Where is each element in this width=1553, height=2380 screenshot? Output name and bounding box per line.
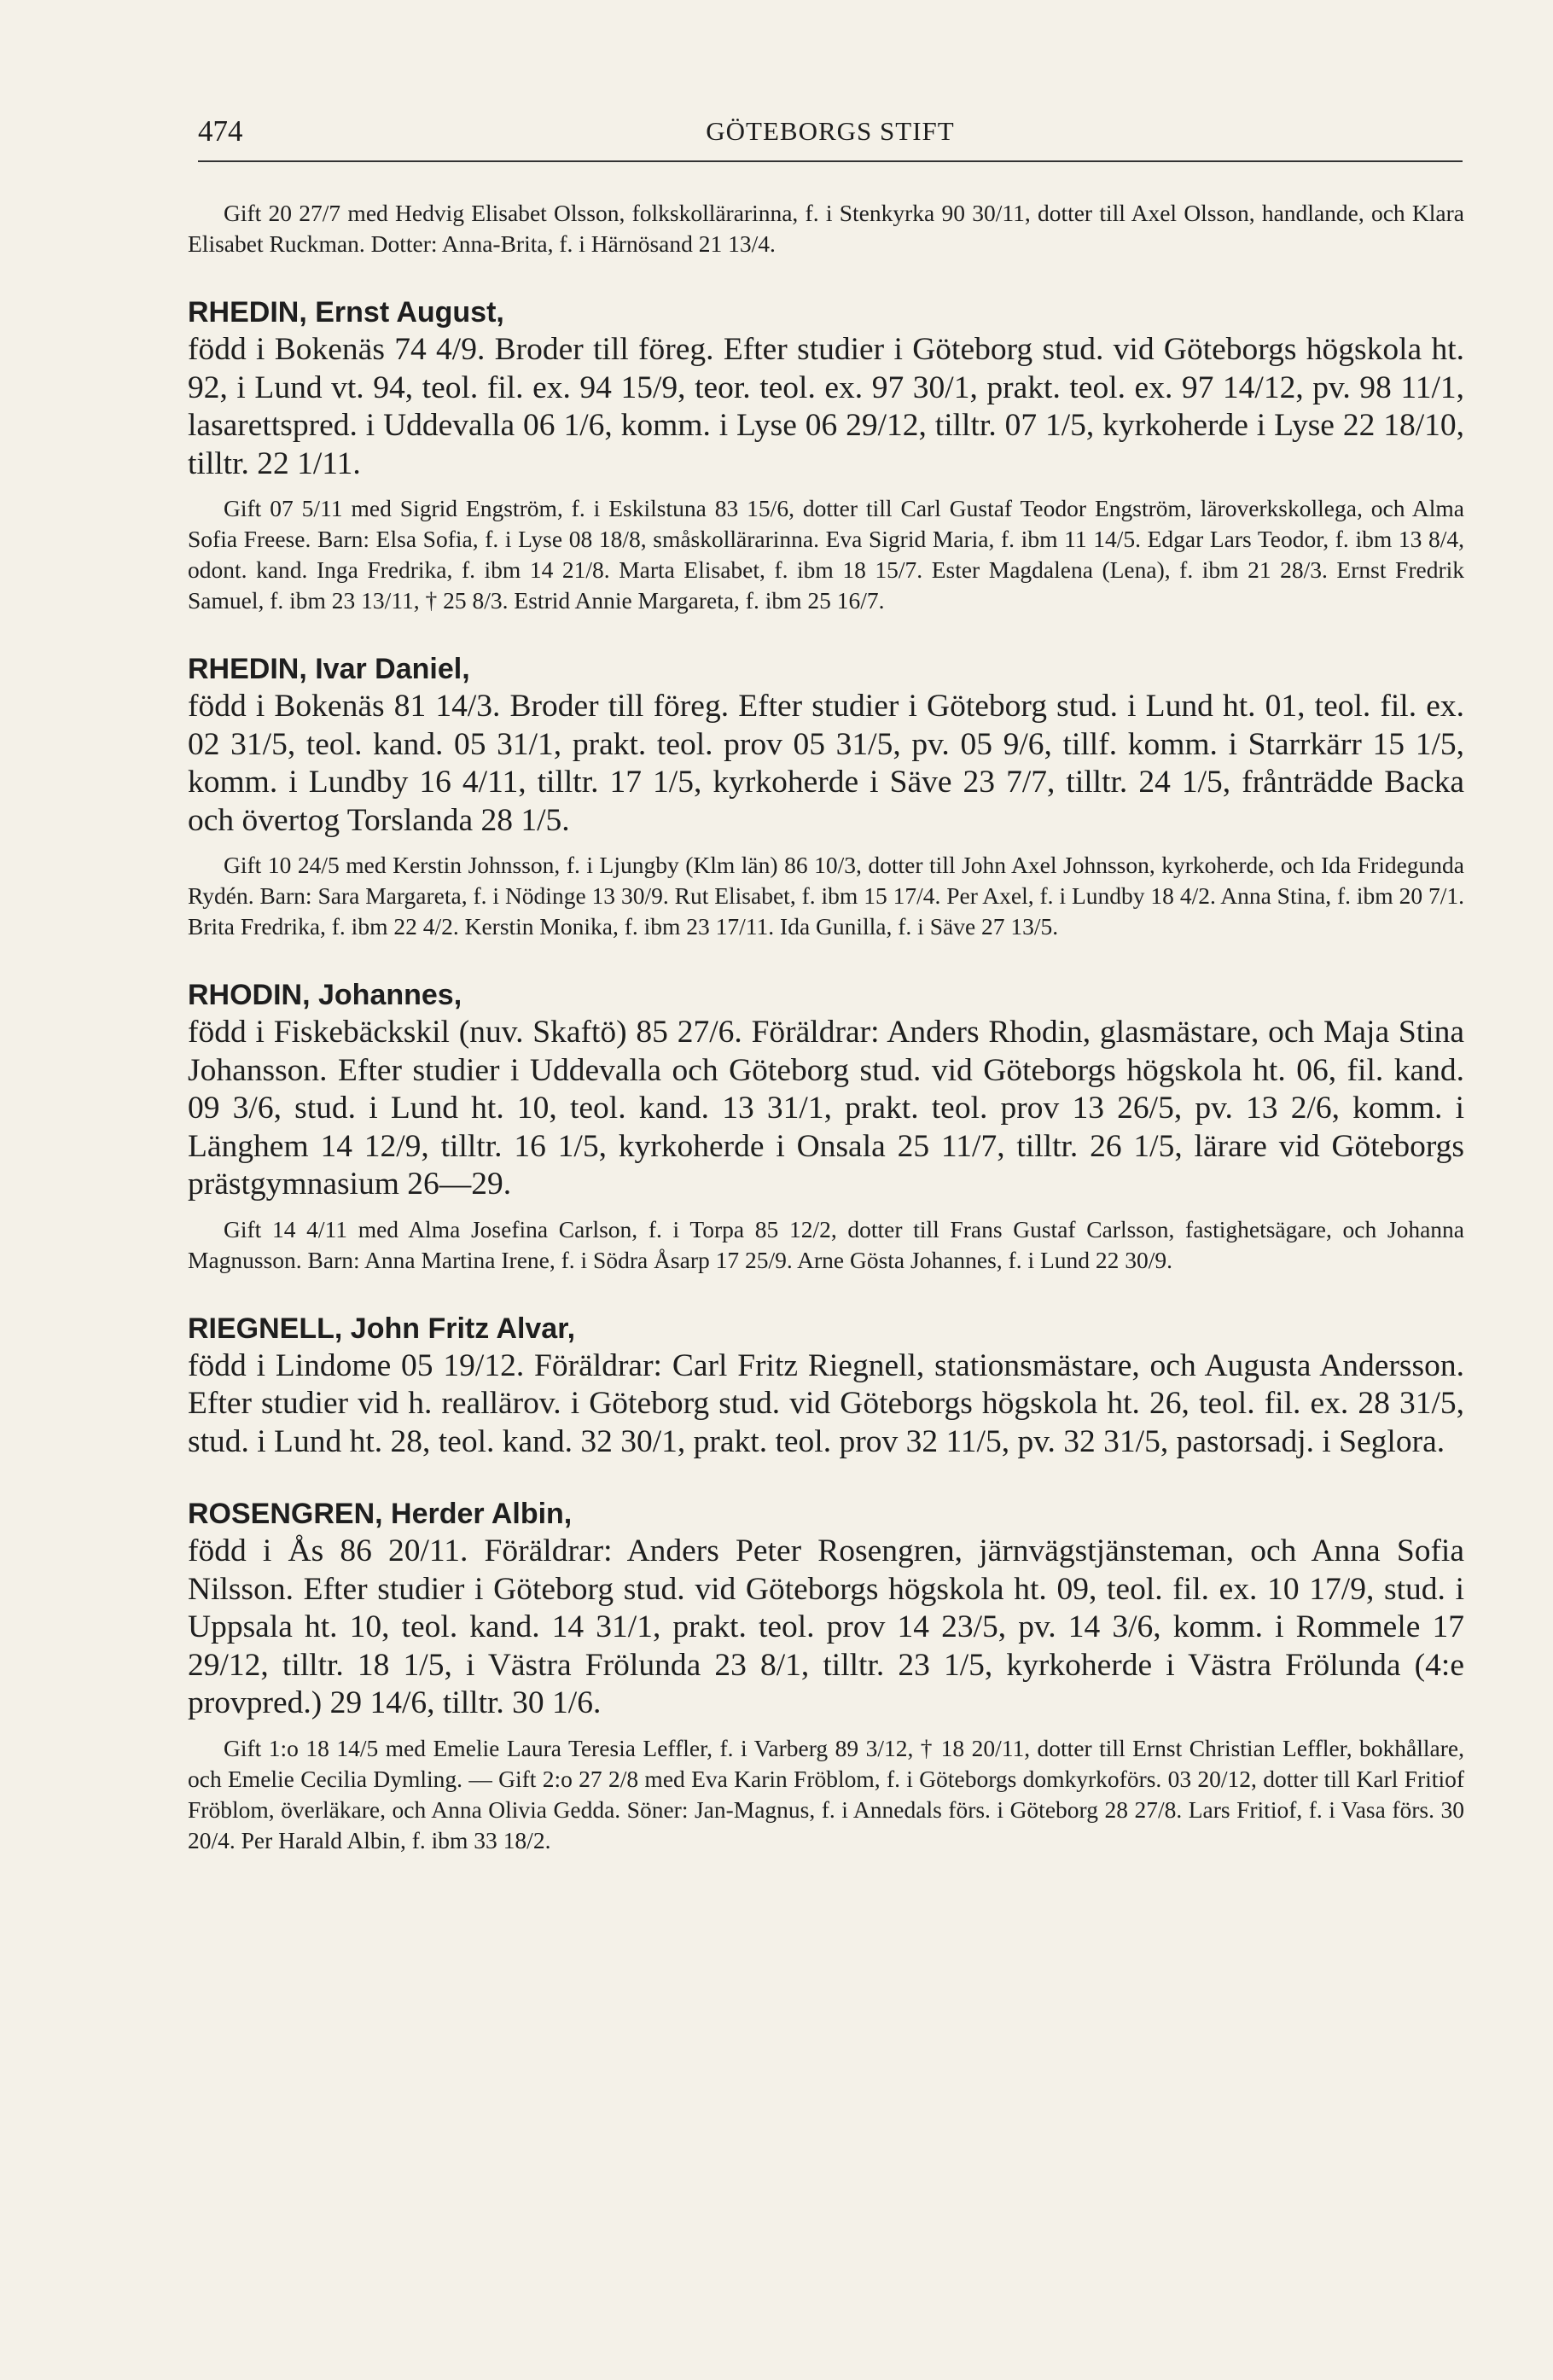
- entry-bio: [188, 976, 1464, 1204]
- entry-rhedin-ivar: [188, 650, 1464, 942]
- entry-bio-text: född i Bokenäs 81 14/3. Broder till föreg. Efter studier i Göteborg stud. i Lund ht. 01, teol. fil. ex. 02 31/5, teol. kand. 05 31/1, prakt. teol. prov 05 31/5, pv. 05 9/6, tillf. komm. i Starrkärr 15 1/5, komm. i Lundby 16 4/11, tilltr. 17 1/5, kyrkoherde i Säve 23 7/7, tilltr. 24 1/5, frånträdde Backa och övertog Torslanda 28 1/5.: [188, 689, 1464, 838]
- running-head: GÖTEBORGS STIFT: [706, 116, 955, 146]
- entry-name: RIEGNELL, John Fritz Alvar,: [188, 1312, 576, 1345]
- entry-name: RHEDIN, Ivar Daniel,: [188, 653, 470, 685]
- entry-bio: [188, 1495, 1464, 1723]
- entry-bio-text: född i Bokenäs 74 4/9. Broder till föreg. Efter studier i Göteborg stud. vid Göteborgs högskola ht. 92, i Lund vt. 94, teol. fil. ex. 94 15/9, teor. teol. ex. 97 30/1, prakt. teol. ex. 97 14/12, pv. 98 11/1, lasarettspred. i Uddevalla 06 1/6, komm. i Lyse 06 29/12, tilltr. 07 1/5, kyrkoherde i Lyse 22 18/10, tilltr. 22 1/11.: [188, 332, 1464, 481]
- entry-rhedin-ernst: [188, 294, 1464, 616]
- entry-name: ROSENGREN, Herder Albin,: [188, 1498, 573, 1530]
- entry-bio: [188, 1310, 1464, 1462]
- page-header: [198, 109, 1463, 162]
- entry-family: Gift 1:o 18 14/5 med Emelie Laura Teresia Leffler, f. i Varberg 89 3/12, † 18 20/11, dotter till Ernst Christian Leffler, bokhållare, och Emelie Cecilia Dymling. — Gift 2:o 27 2/8 med Eva Karin Fröblom, f. i Göteborgs domkyrkoförs. 03 20/12, dotter till Karl Fritiof Fröblom, överläkare, och Anna Olivia Gedda. Söner: Jan-Magnus, f. i Annedals förs. i Göteborg 28 27/8. Lars Fritiof, f. i Vasa förs. 30 20/4. Per Harald Albin, f. ibm 33 18/2.: [188, 1734, 1464, 1853]
- entry-bio-text: född i Lindome 05 19/12. Föräldrar: Carl Fritz Riegnell, stationsmästare, och Augusta Andersson. Efter studier vid h. reallärov. i Göteborg stud. vid Göteborgs högskola ht. 26, teol. fil. ex. 28 31/5, stud. i Lund ht. 28, teol. kand. 32 30/1, prakt. teol. prov 32 11/5, pv. 32 31/5, pastorsadj. i Seglora.: [188, 1347, 1464, 1459]
- entry-bio: [188, 650, 1464, 840]
- entry-bio-text: född i Ås 86 20/11. Föräldrar: Anders Peter Rosengren, järnvägstjänsteman, och Anna Sofia Nilsson. Efter studier i Göteborg stud. vid Göteborgs högskola ht. 09, teol. fil. ex. 10 17/9, stud. i Uppsala ht. 10, teol. kand. 14 31/1, prakt. teol. prov 14 23/5, pv. 14 3/6, komm. i Rommele 17 29/12, tilltr. 18 1/5, i Västra Frölunda 23 8/1, tilltr. 23 1/5, kyrkoherde i Västra Frölunda (4:e provpred.) 29 14/6, tilltr. 30 1/6.: [188, 1533, 1464, 1720]
- entry-riegnell-john: [188, 1310, 1464, 1462]
- entry-name: RHEDIN, Ernst August,: [188, 296, 504, 329]
- entry-bio-text: född i Fiskebäckskil (nuv. Skaftö) 85 27/6. Föräldrar: Anders Rhodin, glasmästare, och Maja Stina Johansson. Efter studier i Uddevalla och Göteborg stud. vid Göteborgs högskola ht. 06, fil. kand. 09 3/6, stud. i Lund ht. 10, teol. kand. 13 31/1, prakt. teol. prov 13 26/5, pv. 13 2/6, komm. i Länghem 14 12/9, tilltr. 16 1/5, kyrkoherde i Onsala 25 11/7, tilltr. 26 1/5, lärare vid Göteborgs prästgymnasium 26—29.: [188, 1015, 1464, 1202]
- entry-family: Gift 07 5/11 med Sigrid Engström, f. i Eskilstuna 83 15/6, dotter till Carl Gustaf Teodor Engström, läroverkskollega, och Alma Sofia Freese. Barn: Elsa Sofia, f. i Lyse 08 18/8, småskollärarinna. Eva Sigrid Maria, f. ibm 11 14/5. Edgar Lars Teodor, f. ibm 13 8/4, odont. kand. Inga Fredrika, f. ibm 14 21/8. Marta Elisabet, f. ibm 18 15/7. Ester Magdalena (Lena), f. ibm 21 28/3. Ernst Fredrik Samuel, f. ibm 23 13/11, † 25 8/3. Estrid Annie Margareta, f. ibm 25 16/7.: [188, 495, 1464, 614]
- entry-bio: [188, 294, 1464, 483]
- page-body: [188, 198, 1464, 1856]
- entry-family: Gift 14 4/11 med Alma Josefina Carlson, f. i Torpa 85 12/2, dotter till Frans Gustaf Carlsson, fastighetsägare, och Johanna Magnusson. Barn: Anna Martina Irene, f. i Södra Åsarp 17 25/9. Arne Gösta Johannes, f. i Lund 22 30/9.: [188, 1215, 1464, 1273]
- entry-rhodin-johannes: [188, 976, 1464, 1276]
- entry-name: RHODIN, Johannes,: [188, 979, 462, 1011]
- page-number: 474: [198, 114, 243, 148]
- entry-rosengren-herder: [188, 1495, 1464, 1856]
- preamble-marriage-note: Gift 20 27/7 med Hedvig Elisabet Olsson, folkskollärarinna, f. i Stenkyrka 90 30/11, dotter till Axel Olsson, handlande, och Klara Elisabet Ruckman. Dotter: Anna-Brita, f. i Härnösand 21 13/4.: [188, 200, 1464, 257]
- entry-family: Gift 10 24/5 med Kerstin Johnsson, f. i Ljungby (Klm län) 86 10/3, dotter till John Axel Johnsson, kyrkoherde, och Ida Fridegunda Rydén. Barn: Sara Margareta, f. i Nödinge 13 30/9. Rut Elisabet, f. ibm 15 17/4. Per Axel, f. i Lundby 18 4/2. Anna Stina, f. ibm 20 7/1. Brita Fredrika, f. ibm 22 4/2. Kerstin Monika, f. ibm 23 17/11. Ida Gunilla, f. i Säve 27 13/5.: [188, 852, 1464, 940]
